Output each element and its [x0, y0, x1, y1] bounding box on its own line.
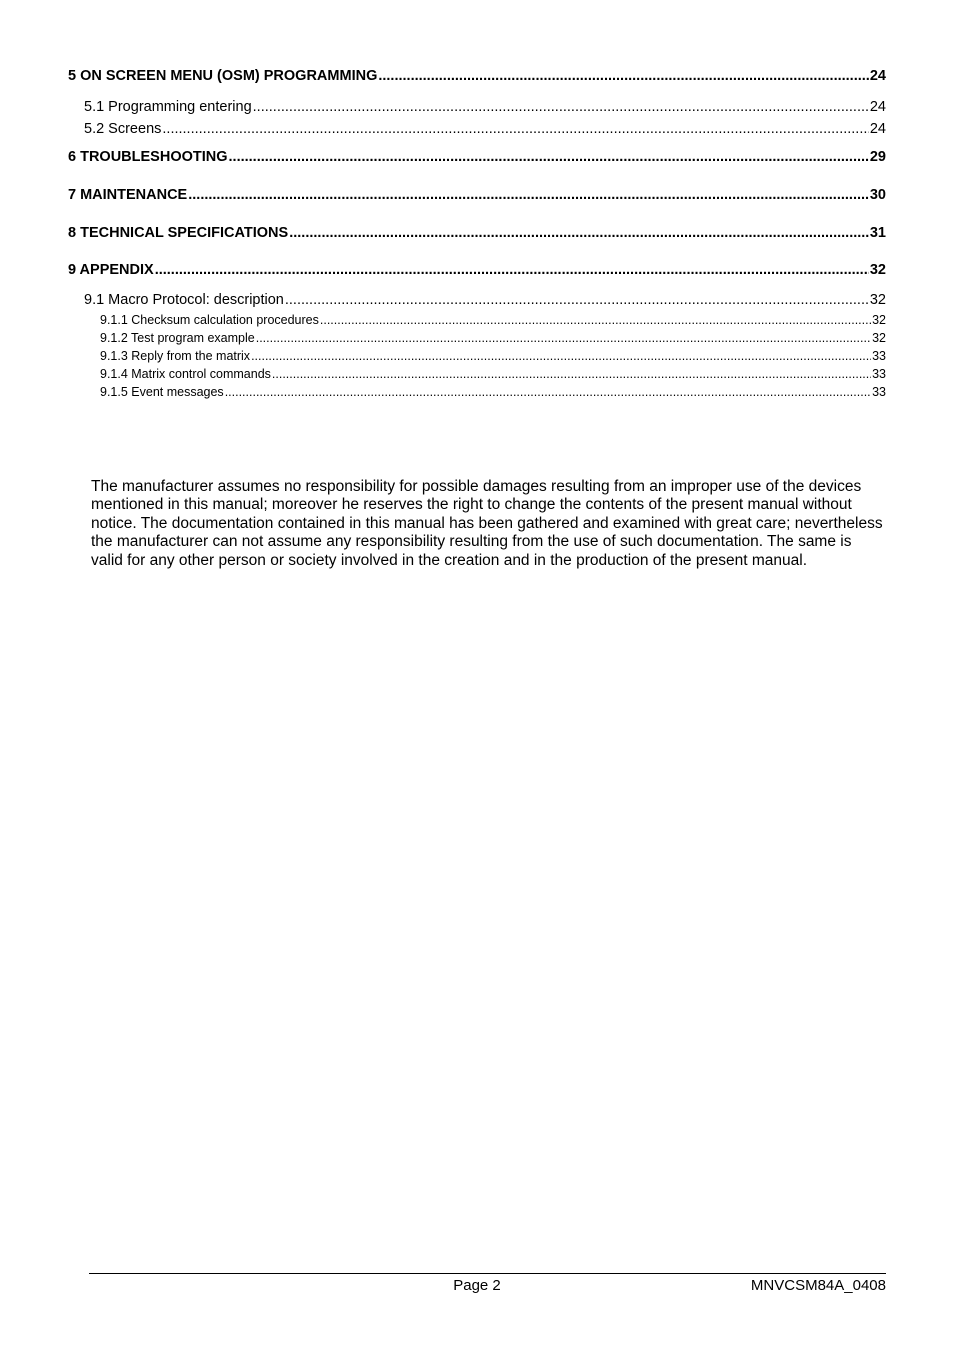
- toc-entry-page: 32: [872, 313, 886, 327]
- toc-leader-dots: [188, 185, 869, 205]
- toc-entry-5-2[interactable]: [68, 118, 886, 140]
- toc-entry-page: 31: [869, 225, 886, 241]
- toc-entry-page: 29: [869, 149, 886, 165]
- toc-entry-page: 33: [872, 385, 886, 399]
- toc-entry-5-1[interactable]: [68, 96, 886, 118]
- toc-entry-title: 9.1.5 Event messages: [100, 385, 224, 399]
- toc-entry-title: 5.2 Screens: [84, 121, 162, 137]
- disclaimer-paragraph: The manufacturer assumes no responsibility for possible damages resulting from an improper use of the devices mentioned in this manual; moreover he reserves the right to change the contents of the present manual without notice. The documentation contained in this manual has been gathered and examined with great care; nevertheless the manufacturer can not assume any responsibility resulting from the use of such documentation. The same is valid for any other person or society involved in the creation and in the production of the present manual.: [91, 478, 883, 569]
- toc-entry-9-1-1[interactable]: [68, 311, 886, 329]
- toc-entry-9-1-3[interactable]: [68, 347, 886, 365]
- toc-entry-title: 9.1 Macro Protocol: description: [84, 292, 284, 308]
- toc-entry-9-1[interactable]: [68, 289, 886, 311]
- toc-entry-9-1-2[interactable]: [68, 329, 886, 347]
- toc-leader-dots: [285, 289, 869, 311]
- toc-entry-page: 30: [869, 187, 886, 203]
- toc-leader-dots: [272, 365, 871, 383]
- toc-entry-page: 33: [872, 367, 886, 381]
- toc-entry-8[interactable]: [68, 223, 886, 243]
- toc-leader-dots: [378, 66, 869, 86]
- toc-leader-dots: [256, 329, 871, 347]
- toc-entry-page: 32: [869, 262, 886, 278]
- toc-entry-title: 9.1.1 Checksum calculation procedures: [100, 313, 319, 327]
- toc-leader-dots: [225, 383, 871, 401]
- toc-leader-dots: [229, 147, 869, 167]
- footer-document-code: MNVCSM84A_0408: [750, 1277, 886, 1294]
- toc-entry-5[interactable]: [68, 66, 886, 86]
- toc-leader-dots: [251, 347, 871, 365]
- toc-entry-page: 33: [872, 349, 886, 363]
- toc-leader-dots: [155, 260, 869, 280]
- table-of-contents: [68, 66, 886, 401]
- toc-leader-dots: [253, 96, 869, 118]
- toc-leader-dots: [289, 223, 869, 243]
- toc-entry-9-1-4[interactable]: [68, 365, 886, 383]
- toc-entry-title: 9.1.3 Reply from the matrix: [100, 349, 251, 363]
- toc-entry-page: 24: [869, 121, 886, 137]
- toc-leader-dots: [162, 118, 868, 140]
- footer-page-number: Page 2: [453, 1277, 501, 1294]
- toc-leader-dots: [320, 311, 871, 329]
- toc-entry-page: 32: [872, 331, 886, 345]
- toc-entry-title: 5.1 Programming entering: [84, 99, 252, 115]
- toc-entry-page: 24: [869, 99, 886, 115]
- toc-entry-9[interactable]: [68, 260, 886, 280]
- toc-entry-title: 5 ON SCREEN MENU (OSM) PROGRAMMING: [68, 68, 378, 84]
- toc-entry-9-1-5[interactable]: [68, 383, 886, 401]
- toc-entry-title: 6 TROUBLESHOOTING: [68, 149, 228, 165]
- footer-divider: [89, 1273, 886, 1274]
- toc-entry-title: 9 APPENDIX: [68, 262, 154, 278]
- toc-entry-page: 24: [869, 68, 886, 84]
- toc-entry-title: 7 MAINTENANCE: [68, 187, 188, 203]
- toc-entry-6[interactable]: [68, 147, 886, 167]
- toc-entry-7[interactable]: [68, 185, 886, 205]
- toc-entry-title: 9.1.2 Test program example: [100, 331, 255, 345]
- toc-entry-title: 9.1.4 Matrix control commands: [100, 367, 271, 381]
- toc-entry-title: 8 TECHNICAL SPECIFICATIONS: [68, 225, 289, 241]
- toc-entry-page: 32: [869, 292, 886, 308]
